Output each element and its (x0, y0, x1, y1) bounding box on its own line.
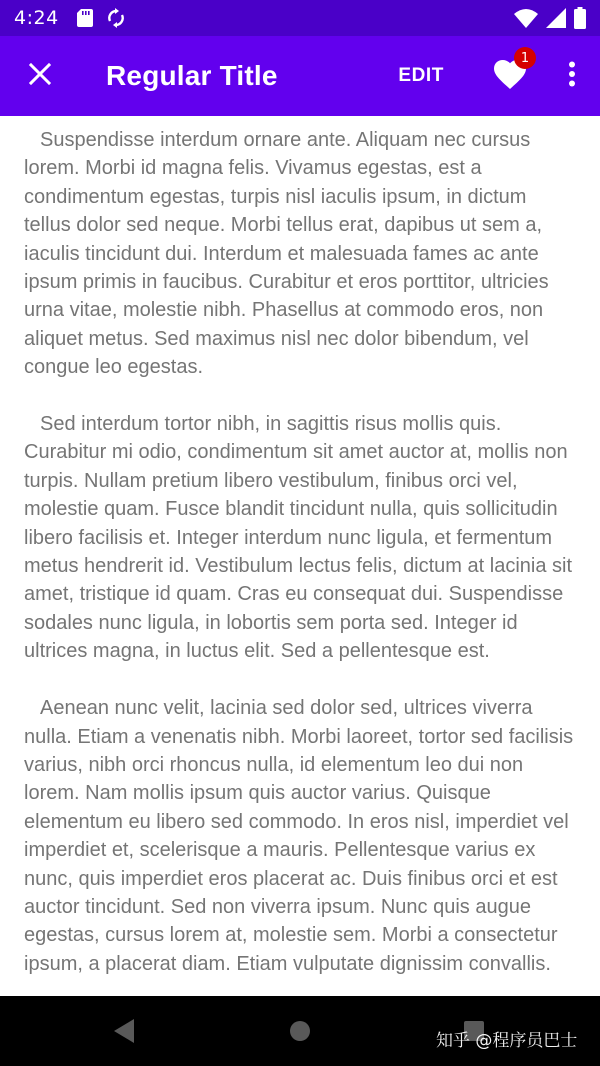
home-icon[interactable] (289, 1020, 311, 1046)
sync-icon (107, 8, 125, 28)
paragraph: Aenean nunc velit, lacinia sed dolor sed, ultrices viverra nulla. Etiam a venenatis nibh. Morbi laoreet, tortor sed facilisis varius, nibh orci rhoncus nulla, id elementum leo dui non lorem. Nam mollis ipsum quis auctor varius. Quisque elementum eu libero sed commodo. In eros nisl, imperdiet vel imperdiet et, scelerisque a mauris. Pellentesque varius ex nunc, quis imperdiet eros placerat ac. Duis finibus orci et est auctor tincidunt. Sed non viverra ipsum. Nunc quis augue egestas, cursus lorem at, molestie sem. Morbi a consectetur ipsum, a placerat diam. Etiam vulputate dignissim convallis. (24, 697, 574, 975)
page-title: Regular Title (106, 60, 278, 91)
more-vert-icon (568, 61, 576, 91)
status-bar (0, 0, 600, 36)
wifi-icon (514, 8, 538, 28)
close-button[interactable] (0, 36, 80, 116)
navigation-bar (0, 996, 600, 1066)
watermark-text: 知乎 @程序员巴士 (436, 1031, 578, 1051)
signal-icon (546, 8, 566, 28)
status-time: 4:24 (14, 7, 59, 29)
paragraph: Suspendisse interdum ornare ante. Aliquam nec cursus lorem. Morbi id magna felis. Vivamus egestas, est a condimentum egestas, turpis nisl iaculis ipsum, in dictum tellus dolor sed neque. Morbi tellus erat, dapibus ut sem a, iaculis tincidunt dui. Interdum et malesuada fames ac ante ipsum primis in faucibus. Curabitur et eros porttitor, ultricies urna vitae, molestie nibh. Phasellus at commodo eros, non aliquet metus. Sed maximus nisl nec dolor bibendum, vel congue leo egestas. (24, 129, 549, 379)
back-icon[interactable] (112, 1018, 136, 1048)
close-icon (29, 63, 51, 89)
app-bar (0, 36, 600, 116)
overflow-menu-button[interactable] (544, 36, 600, 116)
sd-card-icon (77, 9, 93, 27)
notification-badge: 1 (514, 47, 536, 69)
status-system-icons (514, 7, 586, 29)
content-scroll-area[interactable] (0, 116, 600, 996)
battery-icon (574, 7, 586, 29)
status-notification-icons (77, 8, 125, 28)
paragraph: Sed interdum tortor nibh, in sagittis risus mollis quis. Curabitur mi odio, condimentum sit amet auctor at, mollis non turpis. Nullam pretium libero vestibulum, finibus orci vel, molestie quam. Fusce blandit tincidunt nulla, quis sollicitudin libero facilisis et. Integer interdum nunc ligula, et fermentum metus hendrerit id. Vestibulum lectus felis, dictum at lacinia sit amet, tristique id quam. Cras eu consequat dui. Suspendisse sodales nunc ligula, in lobortis sem porta sed. Integer id ultrices magna, in luctus elit. Sed a pellentesque est. (24, 413, 573, 663)
favorite-button[interactable] (476, 36, 544, 116)
edit-button[interactable]: EDIT (398, 65, 444, 86)
